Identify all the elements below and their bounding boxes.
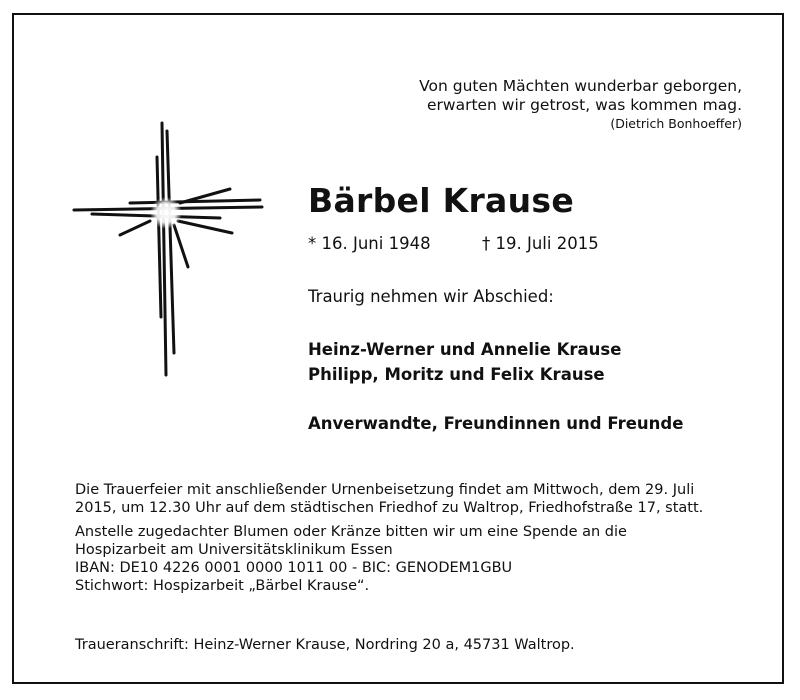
family-names [308,337,621,387]
family-line-1: Heinz-Werner und Annelie Krause [308,340,622,359]
cross-icon [70,117,266,379]
donation-keyword: Stichwort: Hospizarbeit „Bärbel Krause“. [75,578,370,594]
donation-line-2: Hospizarbeit am Universitätsklinikum Essen [75,542,393,558]
donation-line-1: Anstelle zugedachter Blumen oder Kränze bitten wir um eine Spende an die [75,524,627,540]
birth-date: * 16. Juni 1948 [308,234,431,253]
family-line-2: Philipp, Moritz und Felix Krause [308,365,605,384]
quote-source: (Dietrich Bonhoeffer) [610,116,742,131]
quote-line-2: erwarten wir getrost, was kommen mag. [426,96,742,114]
ceremony-line-2: 2015, um 12.30 Uhr auf dem städtischen Friedhof zu Waltrop, Friedhofstraße 17, statt. [75,500,704,516]
quote-line-1: Von guten Mächten wunderbar geborgen, [419,77,742,95]
relatives-line: Anverwandte, Freundinnen und Freunde [308,414,684,433]
mourning-line: Traurig nehmen wir Abschied: [308,287,554,306]
donation-paragraph [75,523,775,595]
announcement-body [75,481,775,595]
obituary-frame [12,13,784,684]
mourning-address: Traueranschrift: Heinz-Werner Krause, Nordring 20 a, 45731 Waltrop. [75,637,575,653]
deceased-name: Bärbel Krause [308,181,575,220]
ceremony-paragraph [75,481,775,517]
life-dates [308,234,599,253]
bonhoeffer-quote [419,77,742,132]
donation-iban: IBAN: DE10 4226 0001 0000 1011 00 - BIC: GENODEM1GBU [75,560,513,576]
ceremony-line-1: Die Trauerfeier mit anschließender Urnenbeisetzung findet am Mittwoch, dem 29. Juli [75,482,695,498]
death-date: † 19. Juli 2015 [482,234,599,253]
